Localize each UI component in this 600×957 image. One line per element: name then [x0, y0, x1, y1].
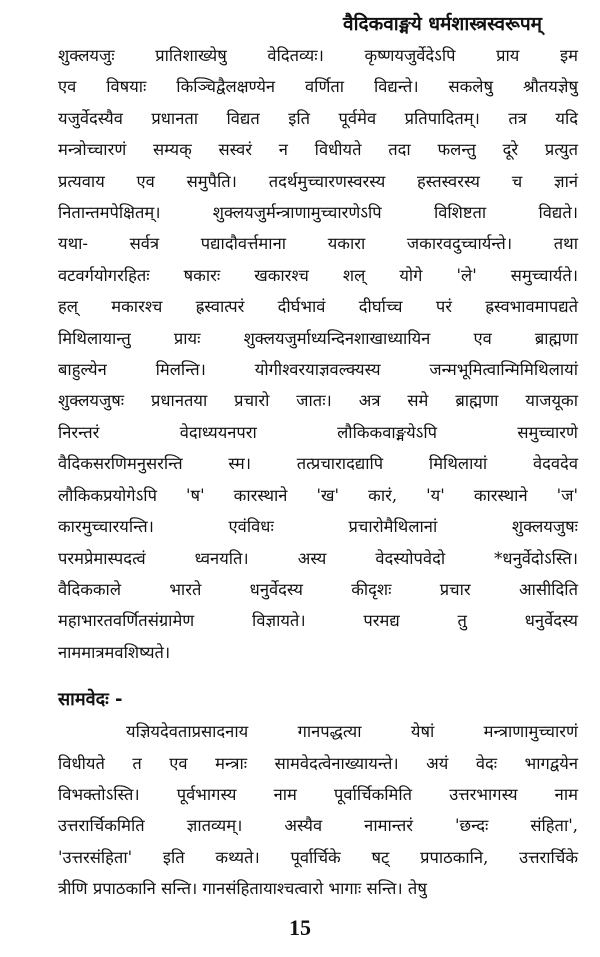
text-line: एव विषयाः किञ्चिद्वैलक्षण्येन वर्णिता विद्यन्ते। सकलेषु श्रौतयज्ञेषु: [58, 77, 578, 97]
text-line: विधीयते त एव मन्त्राः सामवेदत्वेनाख्यायन्ते। अयं वेदः भागद्वयेन: [58, 753, 578, 773]
text-line: परमप्रेमास्पदत्वं ध्वनयति। अस्य वेदस्योपवेदो *धनुर्वेदोऽस्ति।: [58, 548, 578, 568]
text-line: महाभारतवर्णितसंग्रामेण विज्ञायते। परमद्य तु धनुर्वेदस्य: [58, 611, 578, 631]
text-line: हल् मकारश्च ह्रस्वात्परं दीर्घभावं दीर्घाच्च परं ह्रस्वभावमापद्यते: [58, 297, 578, 317]
text-line: नितान्तमपेक्षितम्। शुक्लयजुर्मन्त्राणामुच्चारणेऽपि विशिष्टता विद्यते।: [58, 203, 578, 223]
paragraph-yajurveda: [58, 40, 578, 668]
text-line: यज्ञियदेवताप्रसादनाय गानपद्धत्या येषां मन्त्राणामुच्चारणं: [126, 722, 578, 742]
page-number: 15: [289, 915, 311, 940]
running-header-title: वैदिकवाङ्मये धर्मशास्त्रस्वरूपम्: [343, 13, 542, 35]
section-heading-samaveda: सामवेदः -: [58, 689, 123, 711]
text-line: यजुर्वेदस्यैव प्रधानता विद्यत इति पूर्वमेव प्रतिपादितम्। तत्र यदि: [58, 108, 578, 128]
text-line: नाममात्रमवशिष्यते।: [58, 642, 171, 662]
text-line: प्रत्यवाय एव समुपैति। तदर्थमुच्चारणस्वरस्य हस्तस्वरस्य च ज्ञानं: [58, 171, 578, 191]
text-line: मिथिलायान्तु प्रायः शुक्लयजुर्माध्यन्दिनशाखाध्यायिन एव ब्राह्मणा: [58, 328, 578, 348]
text-line: विभक्तोऽस्ति। पूर्वभागस्य नाम पूर्वार्चिकमिति उत्तरभागस्य नाम: [58, 784, 578, 804]
text-line: 'उत्तरसंहिता' इति कथ्यते। पूर्वार्चिके षट् प्रपाठकानि, उत्तरार्चिके: [58, 847, 578, 867]
text-line: निरन्तरं वेदाध्ययनपरा लौकिकवाङ्मयेऽपि समुच्चारणे: [58, 422, 578, 442]
text-line: वटवर्गयोगरहितः षकारः खकारश्च शल् योगे 'ले' समुच्चार्यते।: [58, 265, 578, 285]
text-line: उत्तरार्चिकमिति ज्ञातव्यम्। अस्यैव नामान्तरं 'छन्दः संहिता',: [58, 816, 578, 836]
paragraph-samaveda: [58, 716, 578, 904]
text-line: लौकिकप्रयोगेऽपि 'ष' कारस्थाने 'ख' कारं, 'य' कारस्थाने 'ज': [58, 485, 578, 505]
text-line: कारमुच्चारयन्ति। एवंविधः प्रचारोमैथिलानां शुक्लयजुषः: [58, 517, 578, 537]
text-line: शुक्लयजुः प्रातिशाख्येषु वेदितव्यः। कृष्णयजुर्वेदेऽपि प्राय इम: [58, 46, 578, 65]
text-line: मन्त्रोच्चारणं सम्यक् सस्वरं न विधीयते तदा फलन्तु दूरे प्रत्युत: [58, 140, 578, 160]
text-line: वैदिककाले भारते धनुर्वेदस्य कीदृशः प्रचार आसीदिति: [58, 579, 578, 599]
text-line: त्रीणि प्रपाठकानि सन्ति। गानसंहितायाश्चत्वारो भागाः सन्ति। तेषु: [58, 879, 427, 899]
text-line: वैदिकसरणिमनुसरन्ति स्म। तत्प्रचारादद्यापि मिथिलायां वेदवदेव: [58, 454, 578, 474]
text-line: शुक्लयजुषः प्रधानतया प्रचारो जातः। अत्र समे ब्राह्मणा याजयूका: [58, 391, 578, 411]
text-line: बाहुल्येन मिलन्ति। योगीश्वरयाज्ञवल्क्यस्य जन्मभूमित्वान्मिमिथिलायां: [58, 360, 578, 380]
text-line: यथा- सर्वत्र पद्यादौवर्त्तमाना यकारा जकारवदुच्चार्यन्ते। तथा: [58, 234, 578, 254]
